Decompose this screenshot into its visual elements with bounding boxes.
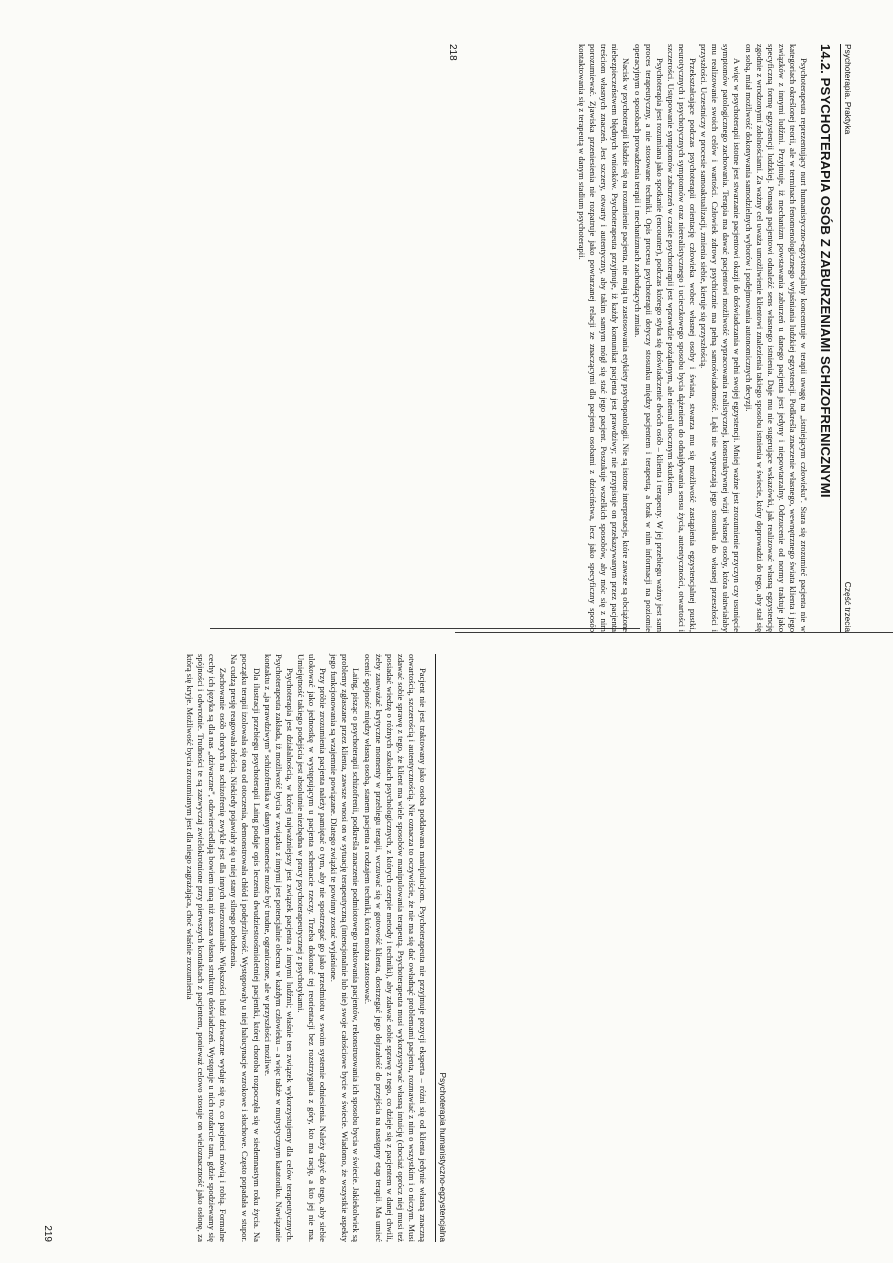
page-number: 219: [42, 1225, 54, 1242]
page-body: [576, 44, 809, 632]
running-header: [435, 654, 448, 1242]
paragraph: Psychoterapia jest rozumiana jako spotkanie (encounter), podczas którego styka się doświadczenie dwóch osób – klienta i terapeuty. W jej przebiegu ważny jest sam proces terapeutyczny, a nie stosowane techniki. Opis procesu psychoterapii dotyczy stosunku między pacjentem i terapeutą, a brak w nim informacji na poziomie operacyjnym o sposobach prowadzenia terapii i mechanizmach zachodzących zmian.: [632, 44, 665, 632]
paragraph: Nacisk w psychoterapii kładzie się na rozumienie pacjenta, nie mają tu zastosowania etykiety psychopatologii. Nie są istotne interpretacje, które zawsze są obciążone niebezpieczeństwem błędnych wniosków. Psychoterapeuta przyjmuje, iż każdy komunikat pacjenta jest prawdziwy; nie przypisuje on przekazywanym przez pacjenta treściom własnych znaczeń. Jest szczery, otwarty i autentyczny, aby takim samym mógł się stać jego pacjent. Poszukuje wszelkich sposobów, aby móc się z nim porozumiewać. Zjawiska przeniesienia nie rozpatruje jako powtarzanej relacji ze znaczącymi dla pacjenta osobami z dzieciństwa, lecz jako specyficzny sposób kontaktowania się z terapeutą w danym stadium psychoterapii.: [577, 44, 632, 632]
paragraph: Przy próbie zrozumienia pacjenta należy pamiętać o tym, aby nie spostrzegać go jako przedmiotu w swoim systemie odniesienia. Należy dążyć do tego, aby siebie ulokować jako jednostkę w występującym u pacjenta schemacie rzeczy. Trzeba dokonać tej reorientacji bez rozstrzygania z góry, kto ma rację, a kto jej nie ma. Umiejętność takiego podejścia jest absolutnie niezbędna w pracy psychoterapeutycznej z psychotykami.: [295, 654, 329, 1242]
paragraph: Zachowanie osób chorych na schizofrenię zwykle jest dla innych niezrozumiałe. Większości ludzi dziwaczne wydaje się to, co pacjenci mówią i robią. Formalne cechy ich języka są dla nas „dziwaczne", odzwierciedlają bowiem inną niż nasza własna strukturę doświadczeń. Występuje u nich rozdarcie tam, gdzie spodziewamy się spójności i odwrotnie. Trudności te są zazwyczaj zwielokrotnione przy pierwszych kontaktach z pacjentem, ponieważ celowo stosuje on wieloznaczność jako osłonę, za którą się kryje. Możliwość bycia zrozumianym jest dla niego zagrażająca, choć właśnie zrozumienia: [185, 654, 229, 1242]
section-title: 14.2. PSYCHOTERAPIA OSÓB Z ZABURZENIAMI SCHIZOFRENICZNYMI: [818, 44, 833, 498]
header-book-title: Psychoterapia. Praktyka: [843, 44, 853, 135]
header-part: Część trzecia: [843, 581, 853, 632]
paragraph: Psychoterapia jest działalnością, w której najważniejszy jest związek pacjenta z innymi ludźmi; właśnie ten związek wykorzystujemy dla celów terapeutycznych. Psychoterapeuta zakłada, iż możliwość bycia w związku z innymi jest potencjalnie obecna w każdym człowieku – a więc także w mutystycznym katatoniku. Nawiązanie kontaktu z „ja prawdziwym" schizofrenika w danym momencie może być trudne, ograniczone, ale w przyszłości możliwe.: [262, 654, 295, 1242]
running-header: [840, 44, 853, 632]
book-page-219: [40, 648, 450, 1248]
book-page-218: [445, 38, 855, 638]
paragraph: Przekształcające podczas psychoterapii orientację człowieka wobec własnej osoby i świata, stwarza mu się możliwość zastąpienia egzystencjalnej pustki, neurotycznych i psychotycznych symptomów oraz nierealistycznego i ucieczkowego sposobu bycia dążeniem do odnajdywania sensu życia, autentyczności, otwartości i szczerości. Ustępowanie symptomów zaburzeń w czasie psychoterapii jest wprawdzie pożądanym, ale niemal ubocznym skutkiem.: [665, 44, 699, 632]
paragraph: Dla ilustracji przebiegu psychoterapii Laing podaje opis leczenia dwudziestoośmioletniej pacjentki, której choroba rozpoczęła się w siedemnastym roku życia. Na początku terapii izolowała się ona od otoczenia, demonstrowała chłód i podejrzliwość. Występowały u niej halucynacje wzrokowe i słuchowe. Często popadała w stupor. Na cudzą presję reagowała złością. Niekiedy pojawiały się u niej stany silnego pobudzenia.: [229, 654, 262, 1242]
paragraph: Pacjent nie jest traktowany jako osoba poddawana manipulacjom. Psychoterapeuta nie przyjmuje pozycji eksperta – różni się od klienta jedynie własną znaczną otwartością, szczerością i autentycznością. Nie oznacza to oczywiście, że nie ma się dać owładnąć problemami pacjenta, rozmawiać z nim o wszystkim i o niczym. Musi zdawać sobie sprawę z tego, że klient ma wiele sposobów manipulowania terapeutą. Psychoterapeuta musi wykorzystywać własną intuicję (chociaż oprócz niej musi też posiadać wiedzę o różnych szkołach psychologicznych, z których czerpie metody i techniki), aby zdawać sobie sprawę z tego, co dzieje się z pacjentem w danej chwili, żeby zauważać krytyczne momenty w przebiegu terapii, wczuwać się w gotowość klienta, dostrzegać jego dojrzałość do przejścia na następny etap terapii. Ma umieć ocenić spójność między własną osobą, stanem pacjenta a rodzajem techniki, która można zastosować.: [362, 654, 428, 1242]
paragraph: Laing, pisząc o psychoterapii schizofrenii, podkreśla znaczenie podmiotowego traktowania pacjentów, rekonstruowania ich sposobu bycia w świecie. Jakiekolwiek są problemy zgłaszane przez klienta, zawsze wnosi on w sytuację terapeutyczną (intencjonalnie lub nie) swoje całościowe bycie w świecie. Wiadomo, że wszystkie aspekty jego funkcjonowania są wzajemnie powiązane. Dlatego związki te powinny zostać wyjaśnione.: [329, 654, 362, 1242]
page-number: 218: [447, 44, 459, 61]
header-chapter-title: Psychoterapia humanistyczno-egzystencjalna: [438, 1072, 448, 1242]
paragraph: A więc w psychoterapii istotne jest stwarzanie pacjentowi okazji do doświadczania w pełni swojej egzystencji. Mniej ważne jest zrozumienie przyczyn czy usunięcie symptomów patologicznego zachowania. Terapia ma dawać pacjentowi możliwość wypracowania realistycznej, konstruktywnej wizji własnej osoby, która ułatwiałaby mu realizowanie swoich celów i wartości. Człowiek zdrowy psychicznie ma pełną samoświadomość. Lęki nie wypaczają jego stosunku do własnej przeszłości i przyszłości. Uczestniczy w procesie samoaktualizacji, zmienia siebie, kieruje się przyszłością.: [699, 44, 743, 632]
page-body: [184, 654, 428, 1242]
paragraph: Psychoterapeuta reprezentujący nurt humanistyczno-egzystencjalny koncentruje w terapii uwagę na „istniejącym człowieku". Stara się zrozumieć pacjenta nie w kategoriach określonej teorii, ale w terminach fenomenologicznego wyjaśniania ludzkiej egzystencji. Podkreśla znaczenie własnego, wewnętrznego świata klienta i jego związków z innymi ludźmi. Przyjmuje, iż mechanizm powstawania zaburzeń u danego pacjenta jest jedyny i niepowtarzalny. Odrzucenie od normy traktuje jako specyficzną formę egzystencji ludzkiej. Pomaga pacjentowi odnaleźć sens własnego istnienia. Daje mu nie sugerujące wskazówki, jak realizować własną egzystencję zgodnie z wrodzonymi zdolnościami. Za ważny cel uważa umożliwienie klientowi znalezienia takiego sposobu istnienia w świecie, który doprowadzi do tego, aby stał się on sobą, miał możliwość dokonywania samodzielnych wyborów i podejmowania autonomicznych decyzji.: [743, 44, 809, 632]
